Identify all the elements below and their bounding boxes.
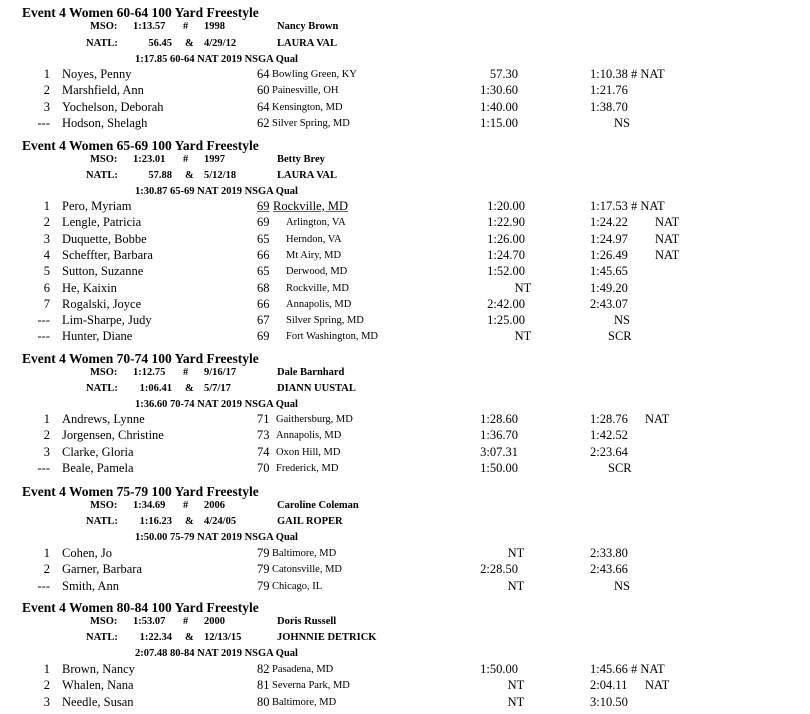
age: 66 (257, 296, 270, 311)
place: 1 (43, 662, 50, 676)
natl-record (0, 632, 810, 646)
age: 80 (257, 694, 270, 709)
finals-time: NS (614, 116, 630, 131)
seed-time: 1:20.00 (487, 199, 525, 213)
place: 4 (43, 247, 50, 262)
event-title: Event 4 Women 80-84 100 Yard Freestyle (22, 600, 259, 615)
table-row (0, 662, 810, 678)
place: --- (37, 313, 50, 328)
finals-time: SCR (608, 460, 632, 475)
table-row (0, 546, 810, 562)
table-row (0, 579, 810, 595)
table-row (0, 248, 810, 264)
table-row (0, 199, 810, 215)
age: 82 (257, 662, 270, 676)
table-row (0, 100, 810, 116)
age: 79 (257, 578, 270, 593)
age: 81 (257, 678, 270, 693)
record-label: NATL: (86, 38, 118, 49)
record-time: 56.45 (148, 38, 172, 49)
mso-record (0, 367, 810, 381)
finals-time: 1:24.97 (590, 231, 628, 246)
club-location: Catonsville, MD (272, 564, 342, 576)
qualifying-standard: 1:36.60 70-74 NAT 2019 NSGA Qual (135, 399, 298, 410)
record-label: NATL: (86, 383, 118, 394)
table-row (0, 264, 810, 280)
table-row (0, 428, 810, 444)
swimmer-name: Garner, Barbara (62, 562, 143, 577)
table-row (0, 281, 810, 297)
seed-time: 1:30.60 (480, 83, 518, 98)
record-separator: & (185, 516, 194, 527)
place: 2 (43, 562, 50, 577)
swimmer-name: Cohen, Jo (62, 546, 112, 560)
place: 3 (43, 444, 50, 459)
age: 68 (257, 280, 270, 295)
record-holder: LAURA VAL (277, 170, 338, 181)
club-location: Herndon, VA (286, 233, 342, 245)
swimmer-name: Hunter, Diane (62, 329, 133, 344)
record-label: NATL: (86, 516, 118, 527)
swimmer-name: Scheffter, Barbara (62, 247, 153, 262)
seed-time: NT (514, 280, 532, 295)
age: 60 (257, 83, 270, 98)
club-location: Silver Spring, MD (272, 118, 350, 130)
swimmer-name: Marshfield, Ann (62, 83, 144, 98)
age: 67 (257, 313, 270, 328)
finals-time: SCR (608, 329, 632, 344)
club-location: Rockville, MD (273, 199, 348, 213)
finals-time: 1:45.65 (590, 264, 628, 279)
swimmer-name: Rogalski, Joyce (62, 296, 142, 311)
place: 1 (43, 546, 50, 560)
record-separator: # (183, 500, 189, 511)
natl-record (0, 170, 810, 184)
place: 1 (43, 67, 50, 81)
record-holder: Caroline Coleman (277, 500, 359, 511)
age: 69 (257, 329, 270, 344)
record-date: 1998 (204, 21, 225, 32)
swimmer-name: Lengle, Patricia (62, 215, 142, 230)
event-title: Event 4 Women 60-64 100 Yard Freestyle (22, 5, 259, 20)
record-date: 1997 (204, 154, 225, 165)
mso-record (0, 21, 810, 35)
age: 65 (257, 231, 270, 246)
club-location: Pasadena, MD (272, 664, 334, 675)
seed-time: NT (507, 694, 525, 709)
finals-time: 1:38.70 (590, 99, 628, 114)
table-row (0, 67, 810, 83)
swimmer-name: Whalen, Nana (62, 678, 134, 693)
seed-time: 1:40.00 (480, 99, 518, 114)
swimmer-name: Jorgensen, Christine (62, 428, 164, 443)
record-date: 12/13/15 (204, 632, 242, 643)
record-date: 5/7/17 (204, 383, 231, 394)
record-time: 1:53.07 (133, 616, 166, 627)
club-location: Mt Airy, MD (286, 249, 342, 261)
seed-time: 2:28.50 (480, 562, 518, 577)
age: 64 (257, 67, 270, 81)
club-location: Derwood, MD (286, 266, 348, 278)
table-row (0, 412, 810, 428)
club-location: Oxon Hill, MD (276, 446, 341, 458)
club-location: Kensington, MD (272, 101, 343, 113)
record-time: 1:16.23 (139, 516, 172, 527)
seed-time: 1:28.60 (480, 412, 518, 426)
record-separator: # (183, 616, 189, 627)
place: 1 (43, 199, 50, 213)
finals-time: 1:10.38 # NAT (590, 67, 665, 81)
place: 3 (43, 694, 50, 709)
age: 74 (257, 444, 270, 459)
age: 79 (257, 562, 270, 577)
event-title: Event 4 Women 75-79 100 Yard Freestyle (22, 484, 259, 499)
place: 2 (43, 428, 50, 443)
finals-time: 1:26.49 (590, 247, 628, 262)
record-label: MSO: (90, 154, 118, 165)
seed-time: 1:24.70 (487, 247, 525, 262)
record-time: 1:23.01 (133, 154, 166, 165)
qualifying-standard: 1:30.87 65-69 NAT 2019 NSGA Qual (135, 186, 298, 197)
nat-flag: NAT (645, 678, 670, 693)
mso-record (0, 616, 810, 630)
swimmer-name: Yochelson, Deborah (62, 99, 164, 114)
finals-time: NS (614, 578, 630, 593)
place: 3 (43, 99, 50, 114)
record-time: 57.88 (148, 170, 172, 181)
natl-record (0, 38, 810, 52)
swimmer-name: Clarke, Gloria (62, 444, 134, 459)
seed-time: 1:26.00 (487, 231, 525, 246)
swimmer-name: He, Kaixin (62, 280, 117, 295)
age: 64 (257, 99, 270, 114)
record-label: NATL: (86, 632, 118, 643)
place: --- (37, 578, 50, 593)
swimmer-name: Brown, Nancy (62, 662, 135, 676)
seed-time: 1:50.00 (480, 662, 518, 676)
seed-time: NT (507, 546, 525, 560)
club-location: Severna Park, MD (272, 680, 350, 692)
finals-time: 1:21.76 (590, 83, 628, 98)
record-holder: Nancy Brown (277, 21, 339, 32)
swimmer-name: Duquette, Bobbe (62, 231, 147, 246)
swimmer-name: Andrews, Lynne (62, 412, 145, 426)
club-location: Chicago, IL (272, 580, 323, 592)
table-row (0, 313, 810, 329)
place: --- (37, 116, 50, 131)
table-row (0, 83, 810, 99)
record-holder: JOHNNIE DETRICK (277, 632, 377, 643)
table-row (0, 562, 810, 578)
record-date: 2006 (204, 500, 225, 511)
record-separator: & (185, 170, 194, 181)
finals-time: 2:04.11 (590, 678, 628, 693)
seed-time: 1:15.00 (480, 116, 518, 131)
seed-time: NT (507, 578, 525, 593)
club-location: Fort Washington, MD (286, 331, 379, 343)
swimmer-name: Beale, Pamela (62, 460, 134, 475)
nat-flag: NAT (655, 247, 680, 262)
qualifying-standard: 1:17.85 60-64 NAT 2019 NSGA Qual (135, 54, 298, 65)
table-row (0, 329, 810, 345)
record-time: 1:13.57 (133, 21, 166, 32)
club-location: Painesville, OH (272, 85, 339, 97)
record-time: 1:22.34 (139, 632, 172, 643)
record-holder: Doris Russell (277, 616, 337, 627)
mso-record (0, 154, 810, 168)
place: 2 (43, 678, 50, 693)
table-row (0, 678, 810, 694)
place: 2 (43, 215, 50, 230)
qualifying-standard: 1:50.00 75-79 NAT 2019 NSGA Qual (135, 532, 298, 543)
place: --- (37, 329, 50, 344)
age: 65 (257, 264, 270, 279)
finals-time: 2:23.64 (590, 444, 628, 459)
event-title: Event 4 Women 65-69 100 Yard Freestyle (22, 138, 259, 153)
swimmer-name: Lim-Sharpe, Judy (62, 313, 152, 328)
club-location: Arlington, VA (286, 217, 346, 229)
finals-time: 2:43.07 (590, 296, 628, 311)
record-holder: GAIL ROPER (277, 516, 343, 527)
seed-time: 1:22.90 (487, 215, 525, 230)
record-date: 4/24/05 (204, 516, 237, 527)
natl-record (0, 383, 810, 397)
record-label: MSO: (90, 500, 118, 511)
club-location: Frederick, MD (276, 462, 339, 474)
nat-flag: NAT (645, 412, 670, 426)
club-location: Baltimore, MD (272, 548, 337, 559)
place: 3 (43, 231, 50, 246)
table-row (0, 116, 810, 132)
record-separator: # (183, 154, 189, 165)
finals-time: 1:28.76 (590, 412, 628, 426)
table-row (0, 445, 810, 461)
table-row (0, 232, 810, 248)
record-time: 1:12.75 (133, 367, 166, 378)
record-separator: & (185, 632, 194, 643)
club-location: Baltimore, MD (272, 696, 337, 708)
record-label: MSO: (90, 21, 118, 32)
age: 69 (257, 199, 270, 213)
finals-time: 1:24.22 (590, 215, 628, 230)
finals-time: 2:43.66 (590, 562, 628, 577)
nat-flag: NAT (655, 215, 680, 230)
club-location: Annapolis, MD (286, 298, 352, 310)
record-label: NATL: (86, 170, 118, 181)
record-separator: # (183, 21, 189, 32)
swimmer-name: Hodson, Shelagh (62, 116, 148, 131)
age: 71 (257, 412, 270, 426)
swimmer-name: Smith, Ann (62, 578, 119, 593)
seed-time: 1:50.00 (480, 460, 518, 475)
seed-time: 1:52.00 (487, 264, 525, 279)
record-holder: DIANN UUSTAL (277, 383, 356, 394)
finals-time: 1:42.52 (590, 428, 628, 443)
table-row (0, 461, 810, 477)
nat-flag: NAT (655, 231, 680, 246)
seed-time: 1:36.70 (480, 428, 518, 443)
club-location: Annapolis, MD (276, 430, 342, 442)
age: 66 (257, 247, 270, 262)
place: --- (37, 460, 50, 475)
place: 1 (43, 412, 50, 426)
record-label: MSO: (90, 367, 118, 378)
record-holder: Dale Barnhard (277, 367, 345, 378)
record-separator: & (185, 383, 194, 394)
record-date: 2000 (204, 616, 225, 627)
place: 7 (43, 296, 50, 311)
table-row (0, 297, 810, 313)
swimmer-name: Pero, Myriam (62, 199, 132, 213)
finals-time: 1:17.53 # NAT (590, 199, 665, 213)
place: 2 (43, 83, 50, 98)
natl-record (0, 516, 810, 530)
record-holder: LAURA VAL (277, 38, 338, 49)
record-separator: & (185, 38, 194, 49)
mso-record (0, 500, 810, 514)
club-location: Bowling Green, KY (272, 69, 357, 80)
record-date: 9/16/17 (204, 367, 237, 378)
finals-time: 3:10.50 (590, 694, 628, 709)
seed-time: NT (507, 678, 525, 693)
table-row (0, 695, 810, 711)
seed-time: 57.30 (489, 67, 518, 81)
seed-time: 3:07.31 (480, 444, 518, 459)
seed-time: 2:42.00 (487, 296, 525, 311)
swimmer-name: Noyes, Penny (62, 67, 132, 81)
finals-time: 1:49.20 (590, 280, 628, 295)
table-row (0, 215, 810, 231)
event-title: Event 4 Women 70-74 100 Yard Freestyle (22, 351, 259, 366)
seed-time: NT (514, 329, 532, 344)
qualifying-standard: 2:07.48 80-84 NAT 2019 NSGA Qual (135, 648, 298, 659)
place: 5 (43, 264, 50, 279)
age: 62 (257, 116, 270, 131)
age: 73 (257, 428, 270, 443)
club-location: Silver Spring, MD (286, 315, 364, 327)
age: 69 (257, 215, 270, 230)
place: 6 (43, 280, 50, 295)
finals-time: 1:45.66 # NAT (590, 662, 665, 676)
record-time: 1:34.69 (133, 500, 166, 511)
record-date: 5/12/18 (204, 170, 237, 181)
seed-time: 1:25.00 (487, 313, 525, 328)
club-location: Gaithersburg, MD (276, 414, 353, 425)
record-time: 1:06.41 (139, 383, 172, 394)
record-holder: Betty Brey (277, 154, 325, 165)
club-location: Rockville, MD (286, 282, 349, 294)
record-separator: # (183, 367, 189, 378)
finals-time: NS (614, 313, 630, 328)
age: 70 (257, 460, 270, 475)
record-label: MSO: (90, 616, 118, 627)
finals-time: 2:33.80 (590, 546, 628, 560)
record-date: 4/29/12 (204, 38, 237, 49)
swimmer-name: Sutton, Suzanne (62, 264, 144, 279)
age: 79 (257, 546, 270, 560)
swimmer-name: Needle, Susan (62, 694, 134, 709)
